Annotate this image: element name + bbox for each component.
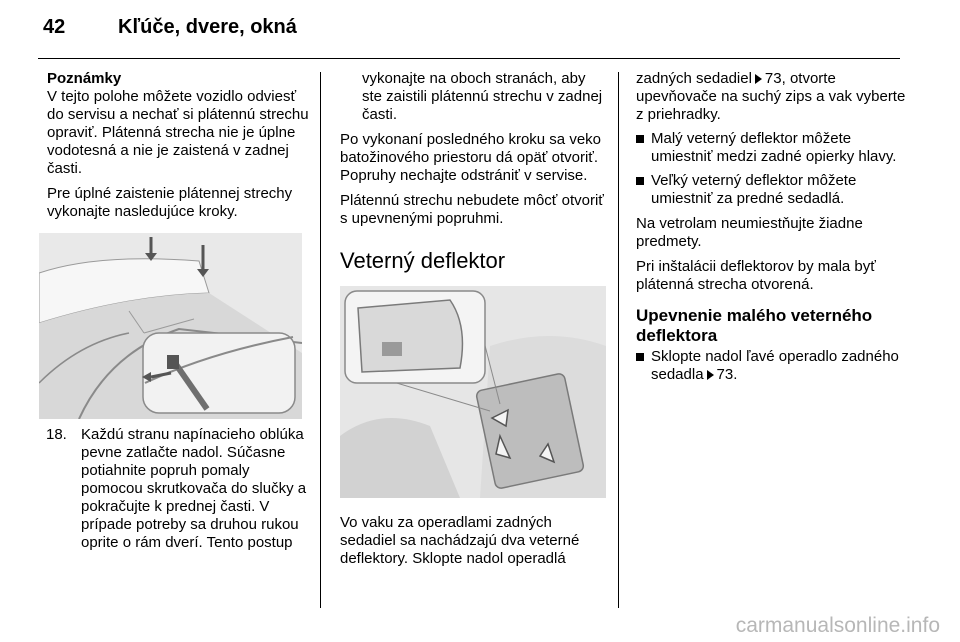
note-text: V tejto polohe môžete vozidlo odviesť do servisu a nechať si plátennú strechu opraviť. Plátenná strecha nie je úplne vodotesná a nie je zaistená v zadnej časti. [47, 88, 309, 177]
step-number: 18. [46, 426, 67, 443]
paragraph: Po vykonaní posledného kroku sa veko batožinového priestoru dá opäť otvoriť. Popruhy nechajte odstrániť v servise. [340, 131, 601, 184]
column-1 [47, 70, 309, 552]
square-bullet-icon [636, 135, 644, 143]
square-bullet-icon [636, 177, 644, 185]
page-header [0, 0, 960, 58]
column-divider [618, 72, 619, 608]
section-title: Kľúče, dvere, okná [118, 16, 297, 38]
square-bullet-icon [636, 353, 644, 361]
bullet-item: Sklopte nadol ľavé operadlo zadného sedadla 73. [636, 348, 906, 384]
paragraph: Pri inštalácii deflektorov by mala byť plátenná strecha otvorená. [636, 258, 876, 293]
paragraph: Na vetrolam neumiestňujte žiadne predmety. [636, 215, 863, 250]
soft-top-strap-illustration [39, 233, 302, 419]
step-text: Každú stranu napínacieho oblúka pevne zatlačte nadol. Súčasne potiahnite popruh pomaly pomocou skrutkovača do slučky a pokračujte k prednej časti. V prípade potreby sa druhou rukou oprite o rám dverí. Tento postup [81, 426, 307, 551]
section-heading: Veterný deflektor [340, 248, 506, 273]
step-continuation: vykonajte na oboch stranách, aby ste zaistili plátennú strechu v zadnej časti. [362, 70, 603, 123]
page-ref: 73 [716, 366, 734, 383]
instruction-step [47, 426, 309, 552]
paragraph: zadných sedadiel 73, otvorte upevňovače na suchý zips a vak vyberte z priehradky. [636, 70, 906, 123]
wind-deflector-bag-illustration [340, 286, 606, 498]
paragraph: Vo vaku za operadlami zadných sedadiel sa nachádzajú dva veterné deflektory. Sklopte nadol operadlá [340, 514, 580, 567]
paragraph: Pre úplné zaistenie plátennej strechy vykonajte nasledujúce kroky. [47, 185, 293, 220]
column-divider [320, 72, 321, 608]
note-heading: Poznámky [47, 70, 122, 87]
page-ref-icon [755, 74, 762, 84]
page-ref-icon [707, 370, 714, 380]
paragraph: Plátennú strechu nebudete môcť otvoriť s upevnenými popruhmi. [340, 192, 604, 227]
column-2 [340, 70, 606, 568]
bullet-item: Veľký veterný deflektor môžete umiestniť za predné sedadlá. [636, 172, 906, 208]
column-3 [636, 70, 906, 384]
watermark: carmanualsonline.info [735, 614, 940, 637]
subsection-heading: Upevnenie malého veterného deflektora [636, 306, 873, 345]
bullet-item: Malý veterný deflektor môžete umiestniť medzi zadné opierky hlavy. [636, 130, 906, 166]
page-ref: 73 [764, 70, 782, 87]
page-number: 42 [43, 16, 66, 38]
header-divider [38, 58, 900, 59]
